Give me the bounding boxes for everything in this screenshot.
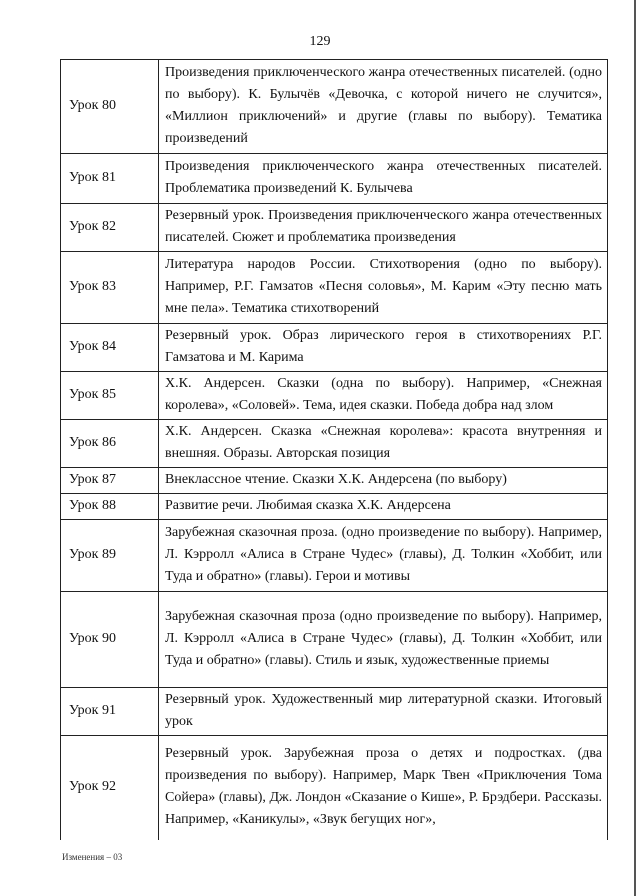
scan-edge-line (634, 0, 636, 896)
table-row (61, 252, 608, 324)
table-row (61, 468, 608, 494)
table-row (61, 372, 608, 420)
table-row (61, 688, 608, 736)
lesson-number: Урок 88 (61, 494, 159, 520)
lesson-description: Резервный урок. Зарубежная проза о детях и подростках. (два произведения по выбору). Например, Марк Твен «Приключения Тома Сойера» (главы), Дж. Лондон «Сказание о Кише», Р. Брэдбери. Рассказы. Например, «Каникулы», «Звук бегущих ног», (159, 736, 608, 840)
table-row (61, 592, 608, 688)
table-row (61, 60, 608, 154)
lesson-number: Урок 92 (61, 736, 159, 840)
table-row (61, 736, 608, 840)
table-row (61, 154, 608, 204)
lesson-description: Произведения приключенческого жанра отечественных писателей. (одно по выбору). К. Булычёв «Девочка, с которой ничего не случится», «Миллион приключений» и другие (главы по выбору). Тематика произведений (159, 60, 608, 154)
lesson-number: Урок 90 (61, 592, 159, 688)
revision-footer: Изменения – 03 (62, 852, 123, 862)
lesson-description: Зарубежная сказочная проза (одно произведение по выбору). Например, Л. Кэрролл «Алиса в Стране Чудес» (главы), Д. Толкин «Хоббит, или Туда и обратно» (главы). Стиль и язык, художественные приемы (159, 592, 608, 688)
lesson-plan-table (60, 59, 608, 840)
lesson-number: Урок 82 (61, 204, 159, 252)
lesson-description: Внеклассное чтение. Сказки Х.К. Андерсена (по выбору) (159, 468, 608, 494)
lesson-description: Резервный урок. Произведения приключенческого жанра отечественных писателей. Сюжет и проблематика произведения (159, 204, 608, 252)
lesson-description: Х.К. Андерсен. Сказка «Снежная королева»: красота внутренняя и внешняя. Образы. Авторская позиция (159, 420, 608, 468)
lesson-number: Урок 89 (61, 520, 159, 592)
page-number: 129 (309, 34, 331, 49)
table-row (61, 324, 608, 372)
lesson-number: Урок 85 (61, 372, 159, 420)
lesson-number: Урок 87 (61, 468, 159, 494)
lesson-number: Урок 84 (61, 324, 159, 372)
lesson-number: Урок 86 (61, 420, 159, 468)
table-row (61, 204, 608, 252)
lesson-description: Х.К. Андерсен. Сказки (одна по выбору). Например, «Снежная королева», «Соловей». Тема, идея сказки. Победа добра над злом (159, 372, 608, 420)
table-row (61, 420, 608, 468)
lesson-number: Урок 80 (61, 60, 159, 154)
table-row (61, 494, 608, 520)
lesson-description: Зарубежная сказочная проза. (одно произведение по выбору). Например, Л. Кэрролл «Алиса в Стране Чудес» (главы), Д. Толкин «Хоббит, или Туда и обратно» (главы). Герои и мотивы (159, 520, 608, 592)
table-row (61, 520, 608, 592)
lesson-description: Развитие речи. Любимая сказка Х.К. Андерсена (159, 494, 608, 520)
lesson-description: Резервный урок. Художественный мир литературной сказки. Итоговый урок (159, 688, 608, 736)
lesson-number: Урок 91 (61, 688, 159, 736)
lesson-description: Резервный урок. Образ лирического героя в стихотворениях Р.Г. Гамзатова и М. Карима (159, 324, 608, 372)
lesson-description: Литература народов России. Стихотворения (одно по выбору). Например, Р.Г. Гамзатов «Песня соловья», М. Карим «Эту песню мать мне пела». Тематика стихотворений (159, 252, 608, 324)
lesson-number: Урок 83 (61, 252, 159, 324)
lesson-description: Произведения приключенческого жанра отечественных писателей. Проблематика произведений К. Булычева (159, 154, 608, 204)
lesson-number: Урок 81 (61, 154, 159, 204)
